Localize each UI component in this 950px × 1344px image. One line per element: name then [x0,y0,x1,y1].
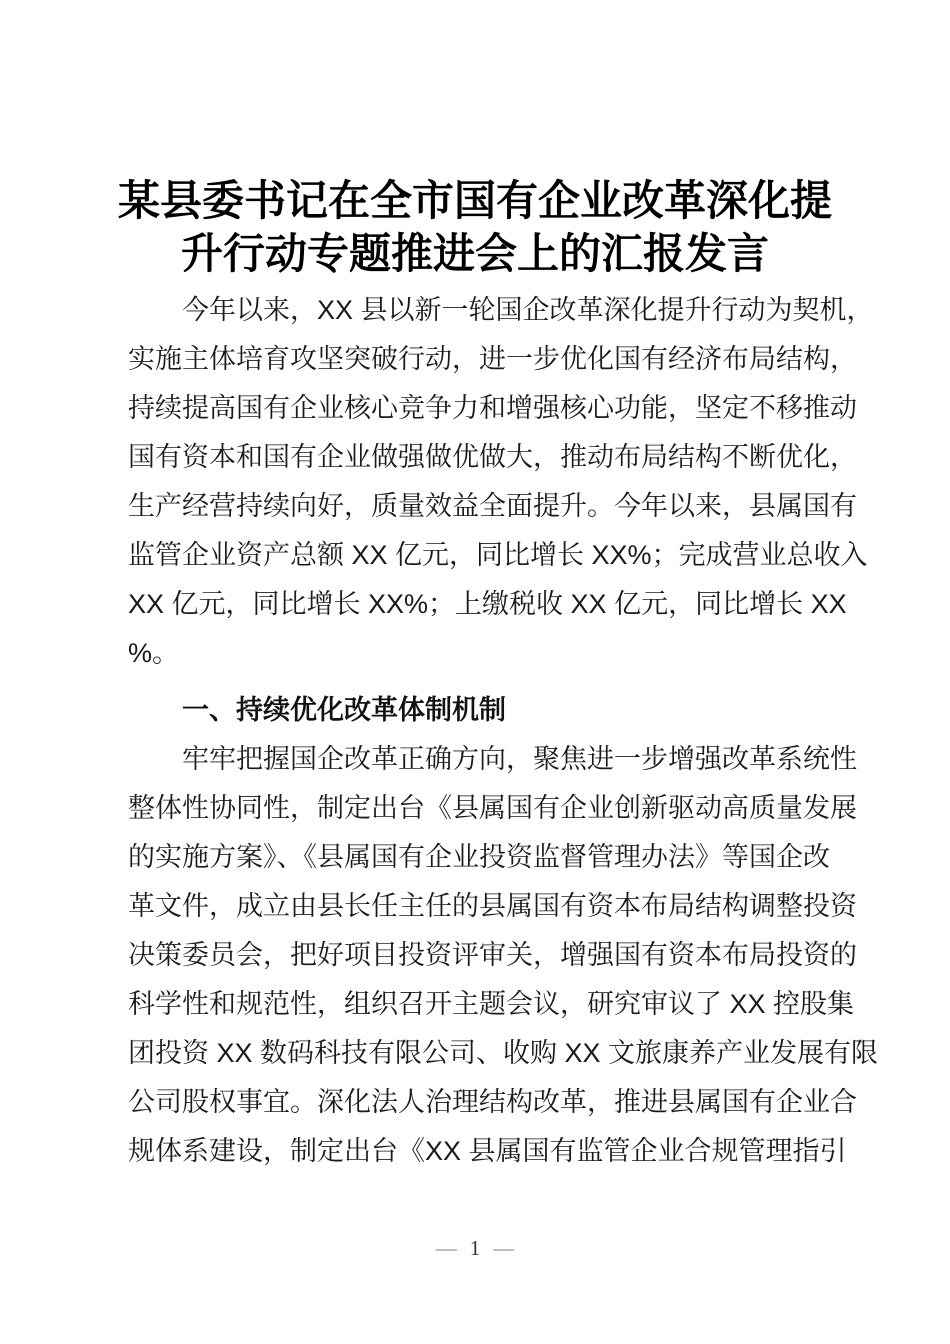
text-line: 革文件，成立由县长任主任的县属国有资本布局结构调整投资 [128,891,857,921]
text-line: 科学性和规范性，组织召开主题会议，研究审议了 XX 控股集 [128,989,855,1019]
text-line: 整体性协同性，制定出台《县属国有企业创新驱动高质量发展 [128,793,857,823]
text-line: 公司股权事宜。深化法人治理结构改革，推进县属国有企业合 [128,1087,857,1117]
text-line: 持续提高国有企业核心竞争力和增强核心功能，坚定不移推动 [128,393,857,423]
text-line: 规体系建设，制定出台《XX 县属国有监管企业合规管理指引 [128,1136,847,1166]
text-line: 团投资 XX 数码科技有限公司、收购 XX 文旅康养产业发展有限 [128,1038,879,1068]
page-number: 1 [469,1236,481,1260]
text-line: 国有资本和国有企业做强做优做大，推动布局结构不断优化， [128,442,857,472]
text-line: 实施主体培育攻坚突破行动，进一步优化国有经济布局结构， [128,344,857,374]
document-title [0,176,950,282]
text-line: 生产经营持续向好，质量效益全面提升。今年以来，县属国有 [128,491,857,521]
footer-dash-right: — [493,1236,515,1260]
text-line: 监管企业资产总额 XX 亿元，同比增长 XX%；完成营业总收入 [128,540,868,570]
page-footer [0,1234,950,1262]
text-line: XX 亿元，同比增长 XX%；上缴税收 XX 亿元，同比增长 XX [128,589,847,619]
paragraph-2 [128,735,879,1176]
title-line-1: 某县委书记在全市国有企业改革深化提 [117,179,832,225]
text-line: 的实施方案》、《县属国有企业投资监督管理办法》等国企改 [128,842,830,872]
text-line: %。 [128,638,180,668]
footer-dash-left: — [435,1236,457,1260]
document-body [128,286,879,1176]
text-line: 决策委员会，把好项目投资评审关，增强国有资本布局投资的 [128,940,857,970]
title-line-2: 升行动专题推进会上的汇报发言 [180,232,769,278]
paragraph-1 [128,286,874,678]
section-heading-1: 一、持续优化改革体制机制 [182,695,506,725]
text-line: 牢牢把握国企改革正确方向，聚焦进一步增强改革系统性 [182,744,857,774]
text-line: 今年以来，XX 县以新一轮国企改革深化提升行动为契机， [182,295,874,325]
